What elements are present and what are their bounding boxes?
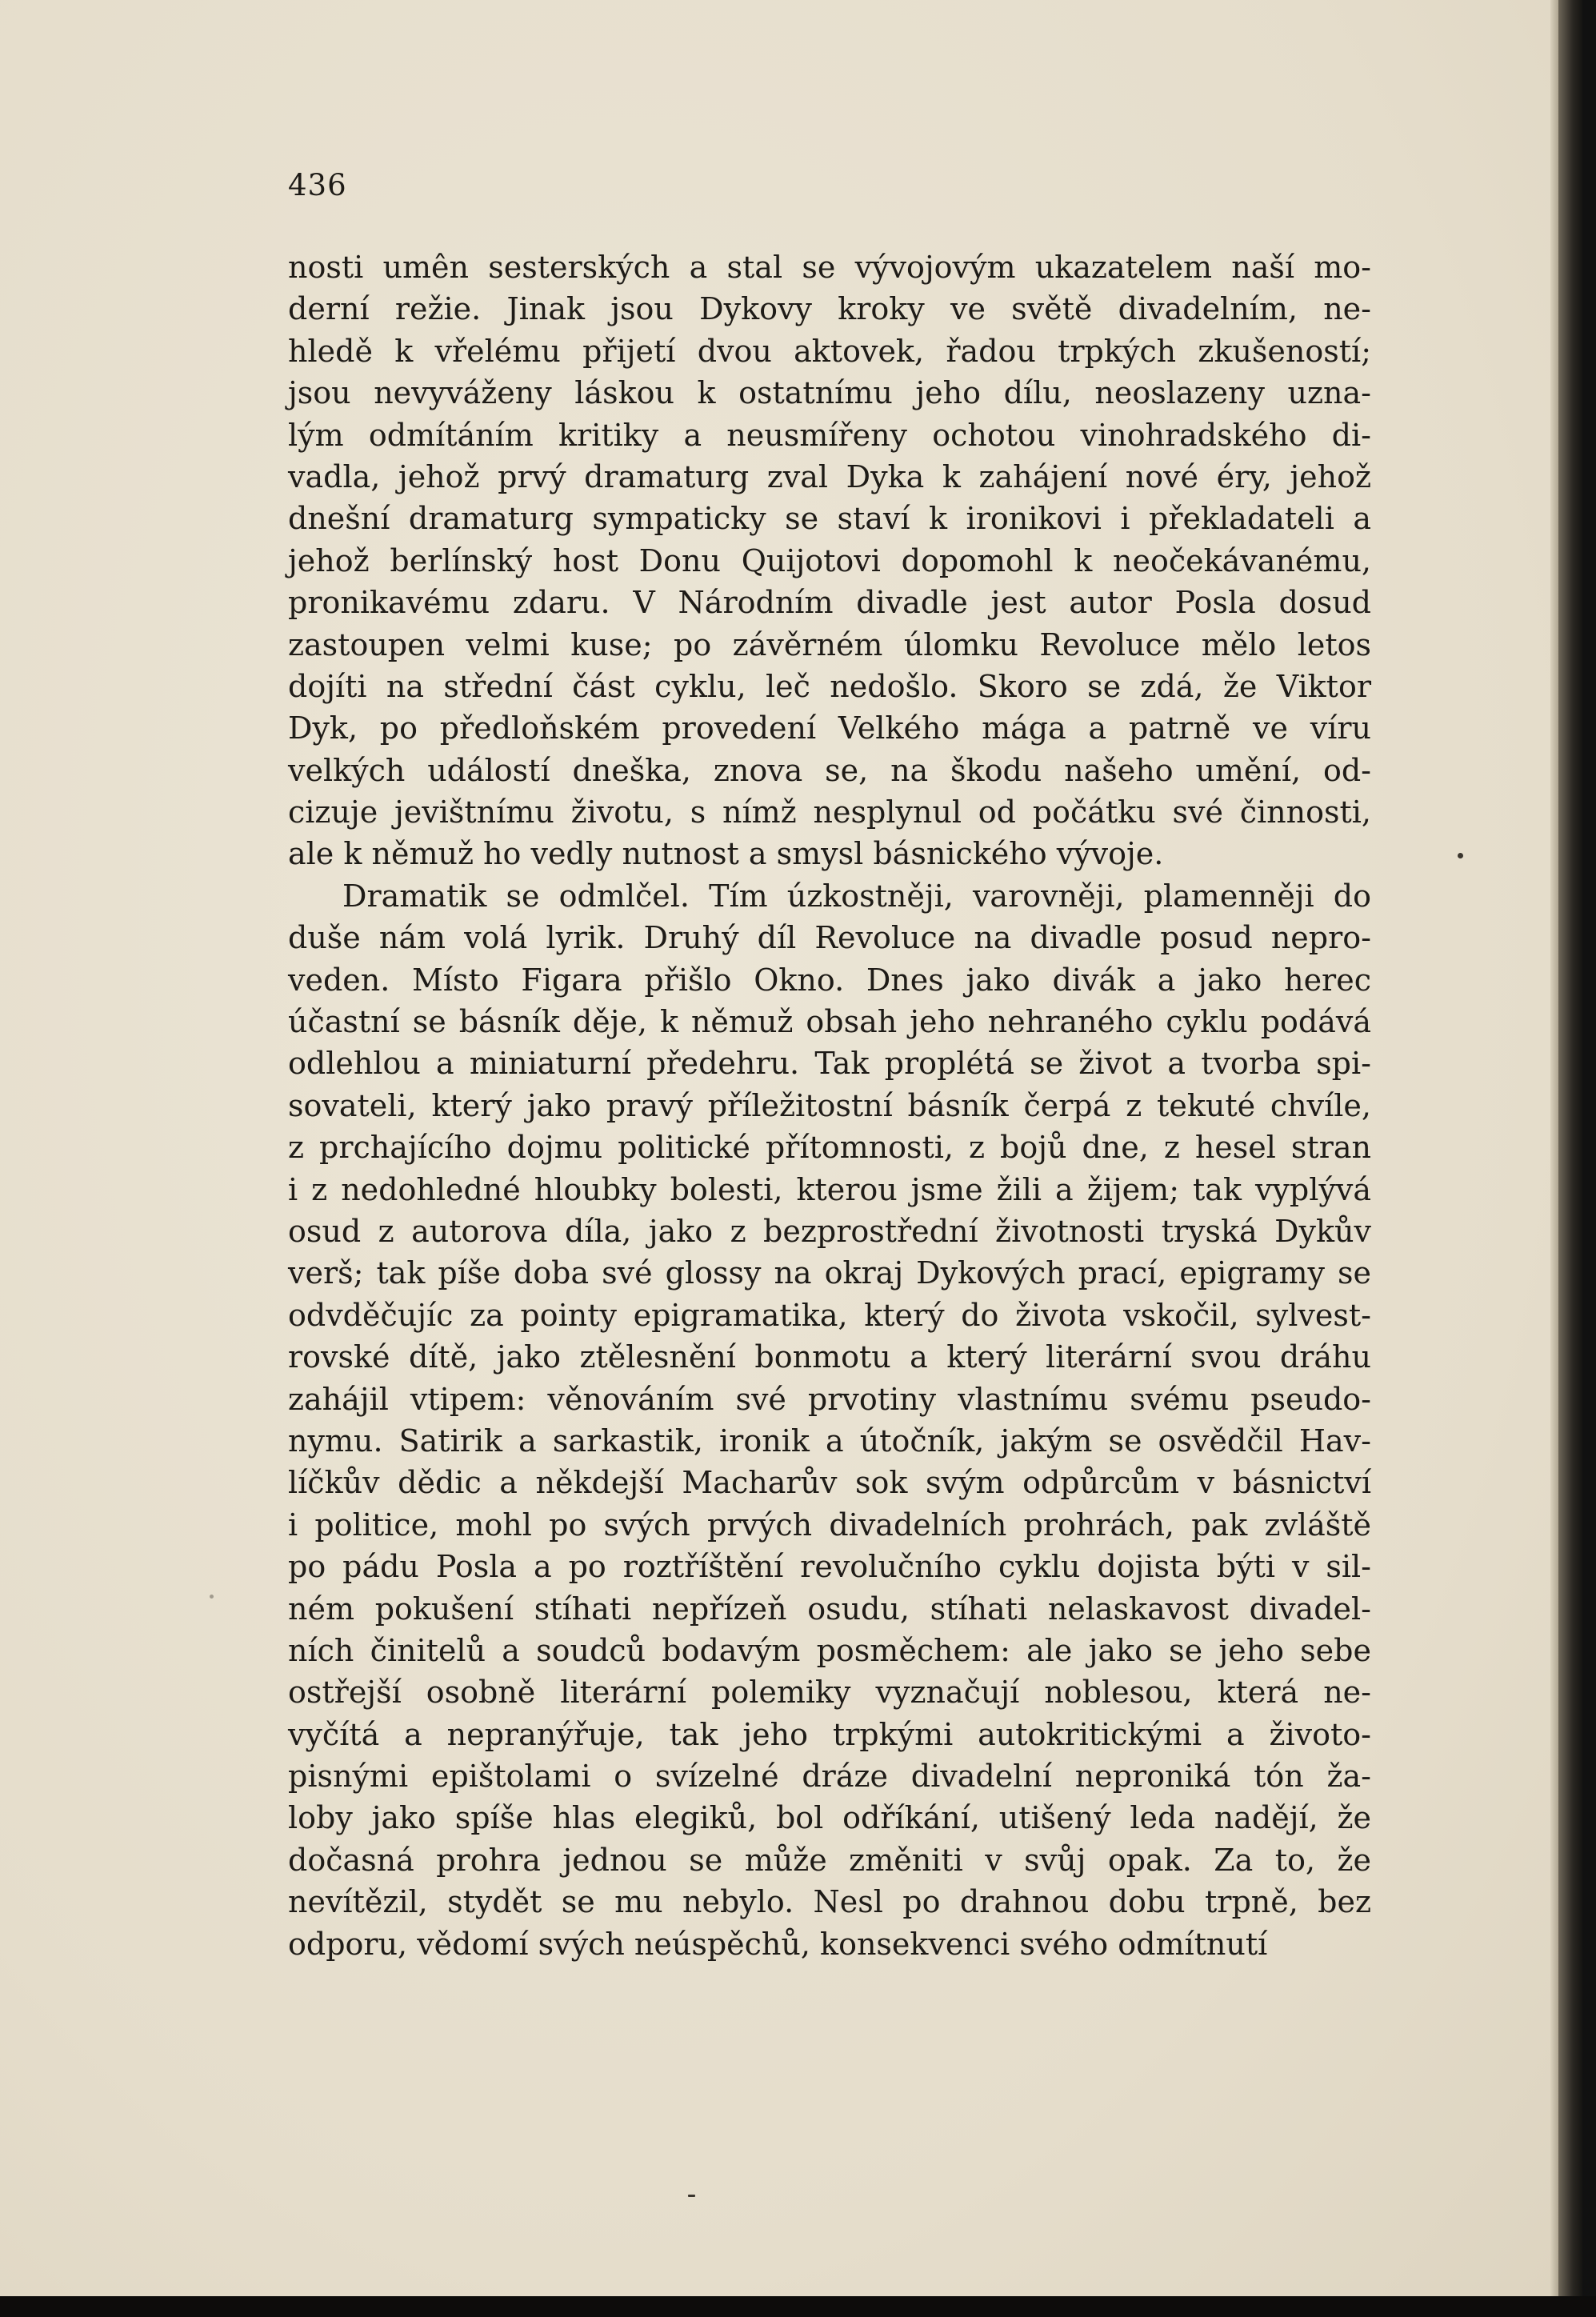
text-line: dnešní dramaturg sympaticky se staví k ironikovi i překladateli a <box>288 501 1371 537</box>
text-line: i z nedohledné hloubky bolesti, kterou jsme žili a žijem; tak vyplývá <box>288 1171 1371 1207</box>
text-line: ném pokušení stíhati nepřízeň osudu, stíhati nelaskavost divadel- <box>288 1591 1371 1627</box>
text-line: ale k němuž ho vedly nutnost a smysl básnického vývoje. <box>288 836 1164 872</box>
text-line: líčkův dědic a někdejší Macharův sok svým odpůrcům v básnictví <box>288 1465 1371 1501</box>
text-line: nevítězil, stydět se mu nebylo. Nesl po drahnou dobu trpně, bez <box>288 1884 1371 1920</box>
text-line: verš; tak píše doba své glossy na okraj Dykových prací, epigramy se <box>288 1255 1371 1291</box>
text-line: vadla, jehož prvý dramaturg zval Dyka k zahájení nové éry, jehož <box>288 458 1371 494</box>
text-line: cizuje jevištnímu životu, s nímž nesplynul od počátku své činnosti, <box>288 794 1371 830</box>
text-line: dojíti na střední část cyklu, leč nedošlo. Skoro se zdá, že Viktor <box>288 668 1371 704</box>
text-line: po pádu Posla a po roztříštění revolučního cyklu dojista býti v sil- <box>288 1549 1371 1585</box>
text-line: ních činitelů a soudců bodavým posměchem: ale jako se jeho sebe <box>288 1632 1371 1668</box>
text-line: sovateli, který jako pravý příležitostní básník čerpá z tekuté chvíle, <box>288 1087 1371 1123</box>
text-line: pronikavému zdaru. V Národním divadle jest autor Posla dosud <box>288 585 1371 621</box>
book-edge <box>1558 0 1582 2317</box>
stray-mark <box>688 2195 695 2197</box>
text-line: zahájil vtipem: věnováním své prvotiny vlastnímu svému pseudo- <box>288 1381 1371 1417</box>
text-line: odlehlou a miniaturní předehru. Tak proplétá se život a tvorba spi- <box>288 1046 1371 1082</box>
text-line: odvděčujíc za pointy epigramatika, který do života vskočil, sylvest- <box>288 1297 1371 1333</box>
text-line: loby jako spíše hlas elegiků, bol odříkání, utišený leda nadějí, že <box>288 1800 1371 1836</box>
text-line: odporu, vědomí svých neúspěchů, konsekvenci svého odmítnutí <box>288 1926 1268 1962</box>
text-line: ostřejší osobně literární polemiky vyznačují noblesou, která ne- <box>288 1675 1371 1711</box>
margin-dot <box>1458 853 1463 858</box>
text-line: z prchajícího dojmu politické přítomnosti, z bojů dne, z hesel stran <box>288 1130 1371 1166</box>
text-line: velkých událostí dneška, znova se, na škodu našeho umění, od- <box>288 752 1371 788</box>
text-line: jsou nevyváženy láskou k ostatnímu jeho dílu, neoslazeny uzna- <box>288 375 1371 411</box>
text-line: i politice, mohl po svých prvých divadelních prohrách, pak zvláště <box>288 1507 1371 1543</box>
text-line: dočasná prohra jednou se může změniti v svůj opak. Za to, že <box>288 1842 1371 1878</box>
text-line: vyčítá a nepranýřuje, tak jeho trpkými autokritickými a životo- <box>288 1716 1371 1752</box>
text-line: jehož berlínský host Donu Quijotovi dopomohl k neočekávanému, <box>288 542 1371 578</box>
text-line: osud z autorova díla, jako z bezprostřední životnosti tryská Dykův <box>288 1213 1371 1249</box>
text-line: derní režie. Jinak jsou Dykovy kroky ve světě divadelním, ne- <box>288 291 1371 327</box>
text-line: nosti umên sesterských a stal se vývojovým ukazatelem naší mo- <box>288 250 1371 285</box>
text-line: nymu. Satirik a sarkastik, ironik a útočník, jakým se osvědčil Hav- <box>288 1423 1371 1459</box>
text-line: rovské dítě, jako ztělesnění bonmotu a který literární svou dráhu <box>288 1339 1371 1375</box>
text-line: zastoupen velmi kuse; po závěrném úlomku Revoluce mělo letos <box>288 626 1371 662</box>
body-text <box>288 246 1371 1965</box>
text-line: lým odmítáním kritiky a neusmířeny ochotou vinohradského di- <box>288 417 1371 453</box>
text-line: Dyk, po předloňském provedení Velkého mága a patrně ve víru <box>288 710 1371 746</box>
text-line: účastní se básník děje, k němuž obsah jeho nehraného cyklu podává <box>288 1004 1371 1040</box>
margin-dot <box>210 1595 214 1599</box>
text-line: hledě k vřelému přijetí dvou aktovek, řadou trpkých zkušeností; <box>288 333 1371 369</box>
page-number: 436 <box>288 168 347 202</box>
text-line: duše nám volá lyrik. Druhý díl Revoluce na divadle posud nepro- <box>288 920 1371 956</box>
text-line: pisnými epištolami o svízelné dráze divadelní neproniká tón ža- <box>288 1759 1371 1795</box>
text-line: veden. Místo Figara přišlo Okno. Dnes jako divák a jako herec <box>288 962 1371 998</box>
text-line: Dramatik se odmlčel. Tím úzkostněji, varovněji, plamenněji do <box>342 878 1371 914</box>
bottom-shadow <box>0 2296 1596 2317</box>
